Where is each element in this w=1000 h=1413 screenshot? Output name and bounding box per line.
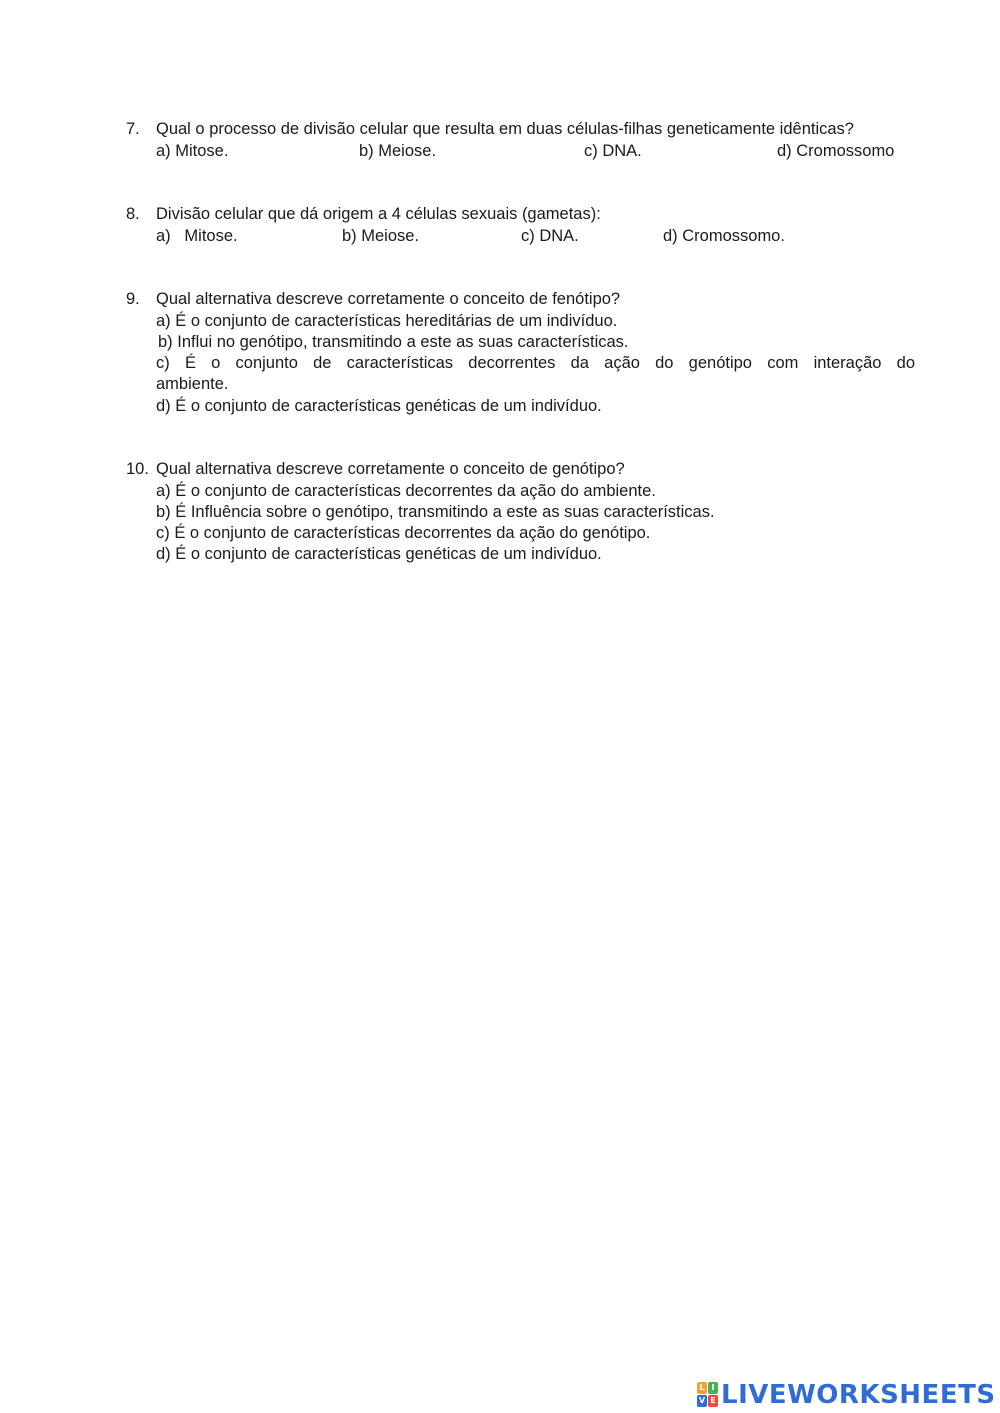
logo-mark-letter: E (708, 1395, 718, 1407)
question-number: 7. (126, 120, 140, 138)
question-stem: Qual alternativa descreve corretamente o conceito de fenótipo? (156, 290, 621, 308)
option-a[interactable]: a) Mitose. (156, 227, 238, 245)
question-number: 9. (126, 290, 140, 308)
liveworksheets-logo-icon (697, 1382, 719, 1408)
option-d[interactable]: d) É o conjunto de características genéticas de um indivíduo. (156, 545, 602, 563)
option-b[interactable]: b) Meiose. (342, 227, 420, 245)
option-b[interactable]: b) Meiose. (359, 142, 437, 160)
question-stem: Divisão celular que dá origem a 4 células sexuais (gametas): (156, 205, 601, 223)
option-c[interactable]: c) DNA. (521, 227, 579, 245)
question-number: 10. (126, 460, 149, 478)
option-a[interactable]: a) É o conjunto de características hereditárias de um indivíduo. (156, 312, 618, 330)
logo-mark-letter: L (697, 1382, 707, 1394)
option-a[interactable]: a) É o conjunto de características decorrentes da ação do ambiente. (156, 482, 656, 500)
question-number: 8. (126, 205, 140, 223)
question-stem: Qual alternativa descreve corretamente o conceito de genótipo? (156, 460, 625, 478)
option-c-continued[interactable]: ambiente. (156, 375, 229, 393)
question-stem: Qual o processo de divisão celular que resulta em duas células-filhas geneticamente idênticas? (156, 120, 854, 138)
option-c[interactable]: c) DNA. (584, 142, 642, 160)
option-c[interactable]: c) É o conjunto de características decorrentes da ação do genótipo com interação do (156, 354, 915, 372)
option-d[interactable]: d) Cromossomo (777, 142, 895, 160)
option-b[interactable]: b) Influi no genótipo, transmitindo a este as suas características. (158, 333, 629, 351)
logo-mark-letter: V (698, 1396, 706, 1405)
liveworksheets-logo[interactable] (697, 1378, 996, 1412)
option-d[interactable]: d) Cromossomo. (663, 227, 785, 245)
logo-text: LIVEWORKSHEETS (721, 1380, 996, 1410)
logo-mark-letter: I (708, 1382, 718, 1394)
option-c[interactable]: c) É o conjunto de características decorrentes da ação do genótipo. (156, 524, 651, 542)
option-d[interactable]: d) É o conjunto de características genéticas de um indivíduo. (156, 397, 602, 415)
option-b[interactable]: b) É Influência sobre o genótipo, transmitindo a este as suas características. (156, 503, 715, 521)
option-a[interactable]: a) Mitose. (156, 142, 229, 160)
